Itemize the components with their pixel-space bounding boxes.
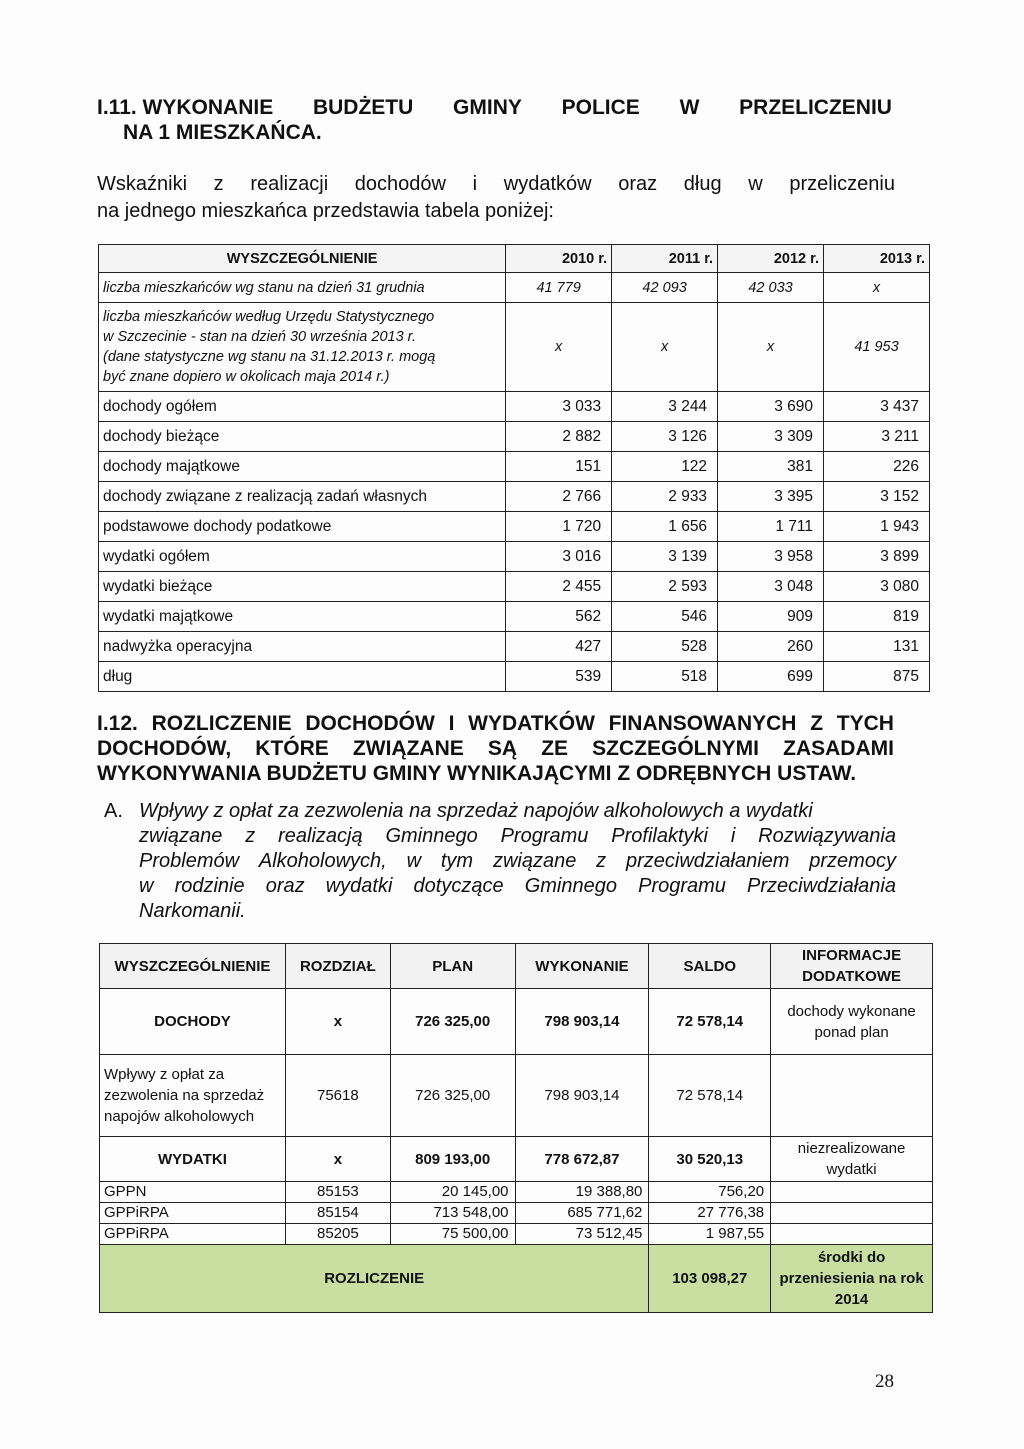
table-row (99, 303, 930, 392)
paragraph-word: dotyczące (413, 875, 504, 897)
intro-line-2: na jednego mieszkańca przedstawia tabela poniżej: (97, 200, 554, 222)
heading-word: WYDATKÓW (468, 712, 595, 735)
table-row (100, 1137, 933, 1182)
cell-value: 122 (612, 452, 718, 482)
label-line: być znane dopiero w okolicach maja 2014 r.) (103, 369, 390, 385)
intro-word: dług (683, 173, 722, 195)
row-label: GPPN (100, 1182, 286, 1203)
column-header: WYSZCZEGÓLNIENIE (100, 944, 286, 989)
cell-value: 42 033 (718, 273, 824, 303)
paragraph-word: z (596, 850, 607, 872)
cell-value: 3 033 (506, 392, 612, 422)
heading-word: I.11. WYKONANIE (97, 96, 274, 119)
cell-value: 1 987,55 (649, 1224, 771, 1245)
table-row (100, 1224, 933, 1245)
paragraph-word: rodzinie (174, 875, 245, 897)
paragraph-word: związane (492, 850, 577, 872)
heading-word: ZWIĄZANE (352, 737, 464, 760)
paragraph-word: związane (139, 825, 223, 847)
heading-word: I (448, 712, 455, 735)
cell-value: 226 (824, 452, 930, 482)
table-row (99, 662, 930, 692)
table-row (99, 542, 930, 572)
column-header: PLAN (390, 944, 515, 989)
intro-word: z (213, 173, 224, 195)
cell-value: 151 (506, 452, 612, 482)
cell-value: 42 093 (612, 273, 718, 303)
table-row (99, 422, 930, 452)
row-label: dochody ogółem (99, 392, 506, 422)
intro-word: oraz (618, 173, 658, 195)
heading-word: ZASADAMI (783, 737, 894, 760)
row-label: wydatki bieżące (99, 572, 506, 602)
cell-value: x (285, 989, 390, 1055)
cell-value: 528 (612, 632, 718, 662)
paragraph-word: z (245, 825, 256, 847)
cell-value: 3 016 (506, 542, 612, 572)
row-label: nadwyżka operacyjna (99, 632, 506, 662)
info-cell (771, 1182, 933, 1203)
cell-value: 3 437 (824, 392, 930, 422)
table-row (99, 392, 930, 422)
cell-value: 19 388,80 (515, 1182, 649, 1203)
settlement-saldo: 103 098,27 (649, 1245, 771, 1313)
column-header: 2010 r. (506, 245, 612, 273)
heading-line-2: NA 1 MIESZKAŃCA. (123, 121, 322, 144)
heading-word: KTÓRE (255, 737, 329, 760)
cell-value: 809 193,00 (390, 1137, 515, 1182)
cell-value: 85154 (285, 1203, 390, 1224)
cell-value: 85153 (285, 1182, 390, 1203)
cell-value: x (612, 303, 718, 392)
cell-value: 3 126 (612, 422, 718, 452)
paragraph-word: w (406, 850, 422, 872)
cell-value: 72 578,14 (649, 1055, 771, 1137)
heading-word: FINANSOWANYCH (608, 712, 797, 735)
row-label: WYDATKI (100, 1137, 286, 1182)
heading-word: DOCHODÓW (305, 712, 435, 735)
cell-value: 3 958 (718, 542, 824, 572)
table-row (99, 482, 930, 512)
table-header-row (100, 944, 933, 989)
cell-value: 909 (718, 602, 824, 632)
cell-value: 3 048 (718, 572, 824, 602)
cell-value: 3 309 (718, 422, 824, 452)
cell-value: 2 593 (612, 572, 718, 602)
cell-value: x (718, 303, 824, 392)
paragraph-word: Rozwiązywania (758, 825, 896, 847)
cell-value: 518 (612, 662, 718, 692)
row-label: liczba mieszkańców wg stanu na dzień 31 grudnia (99, 273, 506, 303)
cell-value: 75618 (285, 1055, 390, 1137)
row-label (99, 303, 506, 392)
intro-word: Wskaźniki (97, 173, 188, 195)
heading-line-3: WYKONYWANIA BUDŻETU GMINY WYNIKAJĄCYMI Z ODRĘBNYCH USTAW. (97, 762, 857, 785)
cell-value: 2 882 (506, 422, 612, 452)
section-heading-1-12 (97, 711, 894, 786)
table-body (99, 392, 930, 692)
paragraph-a (104, 799, 896, 924)
table-row (99, 273, 930, 303)
cell-value: 562 (506, 602, 612, 632)
cell-value: 3 244 (612, 392, 718, 422)
column-header: INFORMACJE DODATKOWE (771, 944, 933, 989)
column-header: WYKONANIE (515, 944, 649, 989)
cell-value: 713 548,00 (390, 1203, 515, 1224)
intro-paragraph (97, 171, 895, 225)
column-header: WYSZCZEGÓLNIENIE (99, 245, 506, 273)
cell-value: 778 672,87 (515, 1137, 649, 1182)
paragraph-word: Profilaktyki (611, 825, 708, 847)
settlement-row (100, 1245, 933, 1313)
column-header: 2013 r. (824, 245, 930, 273)
paragraph-word: oraz (265, 875, 305, 897)
label-line: (dane statystyczne wg stanu na 31.12.2013 r. mogą (103, 349, 436, 365)
paragraph-line: Wpływy z opłat za zezwolenia na sprzedaż napojów alkoholowych a wydatki (139, 800, 813, 822)
column-header: ROZDZIAŁ (285, 944, 390, 989)
intro-word: w (748, 173, 763, 195)
intro-word: dochodów (354, 173, 446, 195)
cell-value: 381 (718, 452, 824, 482)
cell-value: 3 899 (824, 542, 930, 572)
label-line: w Szczecinie - stan na dzień 30 września 2013 r. (103, 329, 416, 345)
heading-word: I.12. (97, 712, 138, 735)
cell-value: 756,20 (649, 1182, 771, 1203)
intro-word: wydatków (503, 173, 592, 195)
cell-value: 3 152 (824, 482, 930, 512)
cell-value: 726 325,00 (390, 1055, 515, 1137)
cell-value: 72 578,14 (649, 989, 771, 1055)
table-row (100, 1203, 933, 1224)
table-row (100, 1055, 933, 1137)
page-number: 28 (875, 1371, 894, 1392)
paragraph-word: Alkoholowych, (258, 850, 387, 872)
cell-value: 41 779 (506, 273, 612, 303)
paragraph-word: przemocy (809, 850, 896, 872)
cell-value: 27 776,38 (649, 1203, 771, 1224)
per-capita-table (98, 244, 930, 692)
table-row (100, 1182, 933, 1203)
paragraph-word: Gminnego (524, 875, 617, 897)
cell-value: 1 656 (612, 512, 718, 542)
row-label: Wpływy z opłat za zezwolenia na sprzedaż napojów alkoholowych (100, 1055, 286, 1137)
label-line: liczba mieszkańców według Urzędu Statystycznego (103, 309, 435, 325)
cell-value: x (824, 273, 930, 303)
cell-value: 20 145,00 (390, 1182, 515, 1203)
paragraph-word: tym (440, 850, 474, 872)
cell-value: 2 455 (506, 572, 612, 602)
table-row (99, 452, 930, 482)
row-label: dług (99, 662, 506, 692)
cell-value: 131 (824, 632, 930, 662)
intro-word: przeliczeniu (789, 173, 895, 195)
cell-value: x (285, 1137, 390, 1182)
heading-word: DOCHODÓW, (97, 737, 232, 760)
cell-value: 260 (718, 632, 824, 662)
cell-value: 3 139 (612, 542, 718, 572)
table-row (99, 632, 930, 662)
cell-value: 85205 (285, 1224, 390, 1245)
cell-value: 3 211 (824, 422, 930, 452)
table-row (99, 512, 930, 542)
column-header: 2012 r. (718, 245, 824, 273)
row-label: wydatki ogółem (99, 542, 506, 572)
cell-value: 699 (718, 662, 824, 692)
cell-value: 2 766 (506, 482, 612, 512)
cell-value: 1 711 (718, 512, 824, 542)
paragraph-word: w (139, 875, 154, 897)
column-header: SALDO (649, 944, 771, 989)
paragraph-word: przeciwdziałaniem (626, 850, 790, 872)
cell-value: x (506, 303, 612, 392)
alcohol-settlement-table (99, 943, 933, 1313)
row-label: podstawowe dochody podatkowe (99, 512, 506, 542)
heading-word: TYCH (836, 712, 894, 735)
heading-word: SĄ (487, 737, 518, 760)
paragraph-word: Programu (638, 875, 726, 897)
row-label: wydatki majątkowe (99, 602, 506, 632)
info-cell: niezrealizowane wydatki (771, 1137, 933, 1182)
detail-rows (100, 1182, 933, 1245)
heading-word: PRZELICZENIU (739, 96, 892, 119)
paragraph-word: Problemów (139, 850, 240, 872)
cell-value: 539 (506, 662, 612, 692)
list-marker: A. (104, 800, 123, 822)
cell-value: 546 (612, 602, 718, 632)
table-row (99, 572, 930, 602)
info-cell (771, 1224, 933, 1245)
row-label: GPPiRPA (100, 1203, 286, 1224)
cell-value: 427 (506, 632, 612, 662)
row-label: dochody bieżące (99, 422, 506, 452)
intro-word: i (472, 173, 478, 195)
row-label: DOCHODY (100, 989, 286, 1055)
cell-value: 30 520,13 (649, 1137, 771, 1182)
heading-word: ROZLICZENIE (151, 712, 292, 735)
cell-value: 73 512,45 (515, 1224, 649, 1245)
paragraph-word: Programu (500, 825, 589, 847)
settlement-label: ROZLICZENIE (100, 1245, 649, 1313)
column-header: 2011 r. (612, 245, 718, 273)
paragraph-word: realizacją (278, 825, 363, 847)
cell-value: 75 500,00 (390, 1224, 515, 1245)
cell-value: 685 771,62 (515, 1203, 649, 1224)
table-header-row (99, 245, 930, 273)
info-cell (771, 1055, 933, 1137)
info-cell: dochody wykonane ponad plan (771, 989, 933, 1055)
section-heading-1-11 (97, 95, 892, 145)
row-label: GPPiRPA (100, 1224, 286, 1245)
paragraph-line: Narkomanii. (139, 900, 246, 922)
heading-word: W (679, 96, 700, 119)
cell-value: 1 943 (824, 512, 930, 542)
paragraph-word: Przeciwdziałania (747, 875, 896, 897)
heading-word: GMINY (453, 96, 522, 119)
row-label: dochody związane z realizacją zadań własnych (99, 482, 506, 512)
settlement-info: środki do przeniesienia na rok 2014 (771, 1245, 933, 1313)
heading-word: ZE (541, 737, 569, 760)
row-label: dochody majątkowe (99, 452, 506, 482)
table-row (100, 989, 933, 1055)
info-cell (771, 1203, 933, 1224)
cell-value: 798 903,14 (515, 1055, 649, 1137)
cell-value: 875 (824, 662, 930, 692)
heading-word: BUDŻETU (312, 96, 414, 119)
heading-word: SZCZEGÓLNYMI (592, 737, 759, 760)
paragraph-word: i (730, 825, 736, 847)
heading-word: POLICE (561, 96, 640, 119)
paragraph-word: wydatki (325, 875, 393, 897)
cell-value: 726 325,00 (390, 989, 515, 1055)
paragraph-word: Gminnego (385, 825, 478, 847)
cell-value: 1 720 (506, 512, 612, 542)
cell-value: 3 395 (718, 482, 824, 512)
cell-value: 41 953 (824, 303, 930, 392)
cell-value: 3 080 (824, 572, 930, 602)
heading-word: Z (810, 712, 824, 735)
cell-value: 798 903,14 (515, 989, 649, 1055)
cell-value: 3 690 (718, 392, 824, 422)
cell-value: 819 (824, 602, 930, 632)
intro-word: realizacji (250, 173, 329, 195)
cell-value: 2 933 (612, 482, 718, 512)
table-row (99, 602, 930, 632)
